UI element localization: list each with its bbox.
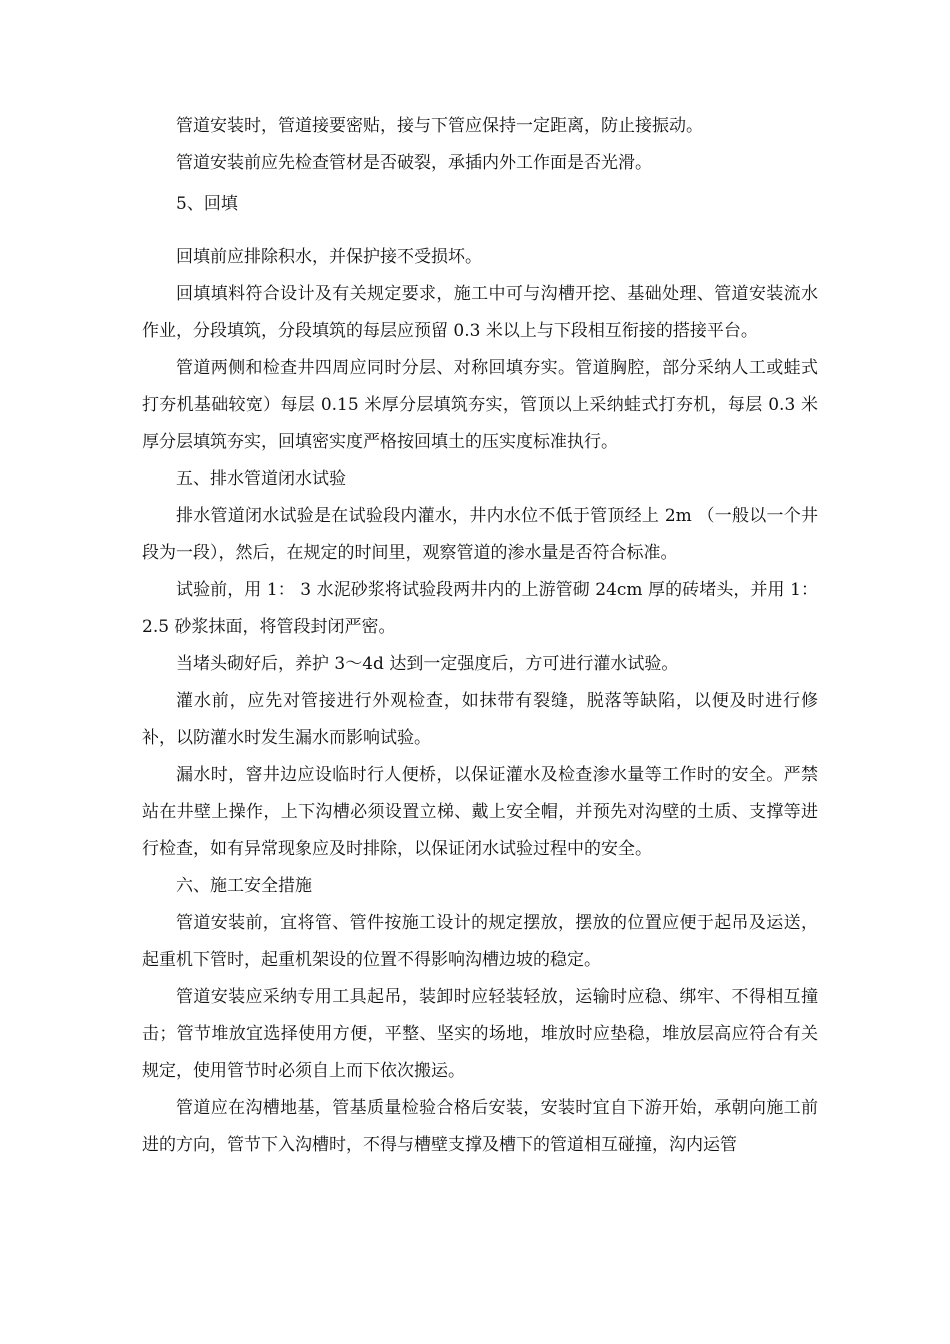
paragraph: 管道安装应采纳专用工具起吊，装卸时应轻装轻放，运输时应稳、绑牢、不得相互撞击；管节堆放宜选择使用方便，平整、坚实的场地，堆放时应垫稳，堆放层高应符合有关规定，使用管节时必须自上而下依次搬运。 bbox=[142, 987, 818, 1081]
paragraph: 管道两侧和检查井四周应同时分层、对称回填夯实。管道胸腔，部分采纳人工或蛙式打夯机基础较宽）每层 0.15 米厚分层填筑夯实，管顶以上采纳蛙式打夯机，每层 0.3 米厚分层填筑夯实，回填密实度严格按回填土的压实度标准执行。 bbox=[142, 358, 818, 452]
document-body bbox=[142, 108, 818, 1164]
section-heading: 六、施工安全措施 bbox=[176, 876, 312, 896]
section-heading: 5、回填 bbox=[176, 194, 238, 214]
paragraph: 漏水时，窨井边应设临时行人便桥，以保证灌水及检查渗水量等工作时的安全。严禁站在井壁上操作，上下沟槽必须设置立梯、戴上安全帽，并预先对沟壁的土质、支撑等进行检查，如有异常现象应及时排除，以保证闭水试验过程中的安全。 bbox=[142, 765, 818, 859]
paragraph: 试验前，用 1： 3 水泥砂浆将试验段两井内的上游管砌 24cm 厚的砖堵头，并用 1： 2.5 砂浆抹面，将管段封闭严密。 bbox=[142, 580, 818, 637]
paragraph: 管道安装前，宜将管、管件按施工设计的规定摆放，摆放的位置应便于起吊及运送，起重机下管时，起重机架设的位置不得影响沟槽边坡的稳定。 bbox=[142, 913, 818, 970]
paragraph: 回填前应排除积水，并保护接不受损坏。 bbox=[176, 247, 482, 267]
section-heading: 五、排水管道闭水试验 bbox=[176, 469, 346, 489]
paragraph: 当堵头砌好后，养护 3〜4d 达到一定强度后，方可进行灌水试验。 bbox=[176, 654, 679, 674]
paragraph: 排水管道闭水试验是在试验段内灌水，井内水位不低于管顶经上 2m （一般以一个井段为一段），然后，在规定的时间里，观察管道的渗水量是否符合标准。 bbox=[142, 506, 818, 563]
paragraph: 管道应在沟槽地基，管基质量检验合格后安装，安装时宜自下游开始，承朝向施工前进的方向，管节下入沟槽时，不得与槽壁支撑及槽下的管道相互碰撞，沟内运管 bbox=[142, 1098, 818, 1155]
paragraph: 管道安装时，管道接要密贴，接与下管应保持一定距离，防止接振动。 bbox=[176, 116, 703, 136]
paragraph: 管道安装前应先检查管材是否破裂，承插内外工作面是否光滑。 bbox=[176, 153, 652, 173]
paragraph: 灌水前，应先对管接进行外观检查，如抹带有裂缝，脱落等缺陷，以便及时进行修补，以防灌水时发生漏水而影响试验。 bbox=[142, 691, 818, 748]
paragraph: 回填填料符合设计及有关规定要求，施工中可与沟槽开挖、基础处理、管道安装流水作业，分段填筑，分段填筑的每层应预留 0.3 米以上与下段相互衔接的搭接平台。 bbox=[142, 284, 818, 341]
